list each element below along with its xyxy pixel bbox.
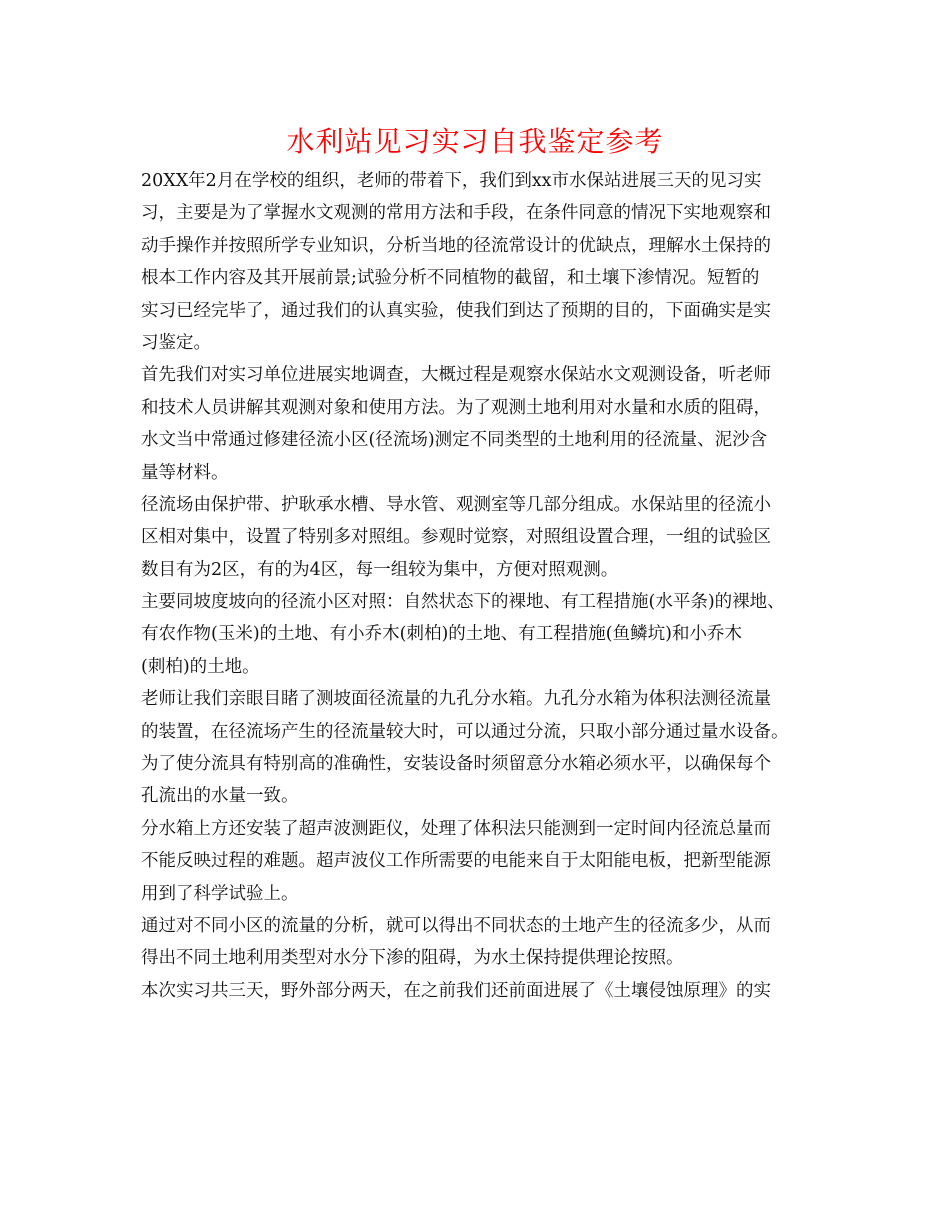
paragraph-1 [141,165,821,359]
text-line: 量等材料。 [141,462,229,483]
text-line: 和技术人员讲解其观测对象和使用方法。为了观测土地利用对水量和水质的阻碍， [141,397,771,418]
paragraph-3 [141,489,821,586]
text-line: 本次实习共三天，野外部分两天，在之前我们还前面进展了《土壤侵蚀原理》的实 [141,980,771,1001]
text-line: 根本工作内容及其开展前景;试验分析不同植物的截留，和土壤下渗情况。短暂的 [141,268,760,289]
text-line: 水文当中常通过修建径流小区(径流场)测定不同类型的土地利用的径流量、泥沙含 [141,430,768,451]
text-line: 得出不同土地利用类型对水分下渗的阻碍，为水土保持提供理论按照。 [141,948,684,969]
text-line: 主要同坡度坡向的径流小区对照：自然状态下的裸地、有工程措施(水平条)的裸地、 [141,592,785,613]
text-line: 孔流出的水量一致。 [141,786,299,807]
paragraph-5 [141,683,821,813]
document-body [141,165,821,1007]
paragraph-7 [141,910,821,975]
text-line: 径流场由保护带、护耿承水槽、导水管、观测室等几部分组成。水保站里的径流小 [141,494,771,515]
text-line: 20XX年2月在学校的组织，老师的带着下，我们到xx市水保站进展三天的见习实 [141,171,762,191]
paragraph-6 [141,813,821,910]
text-line: 动手操作并按照所学专业知识，分析当地的径流常设计的优缺点，理解水土保持的 [141,235,771,256]
text-line: 用到了科学试验上。 [141,883,299,904]
text-line: 习鉴定。 [141,332,211,353]
text-line: 的装置，在径流场产生的径流量较大时，可以通过分流，只取小部分通过量水设备。 [141,721,789,742]
text-line: (刺柏)的土地。 [141,656,260,677]
text-line: 老师让我们亲眼目睹了测坡面径流量的九孔分水箱。九孔分水箱为体积法测径流量 [141,689,771,710]
text-line: 数目有为2区，有的为4区，每一组较为集中，方便对照观测。 [141,559,619,580]
text-line: 区相对集中，设置了特别多对照组。参观时觉察，对照组设置合理，一组的试验区 [141,527,771,548]
text-line: 通过对不同小区的流量的分析，就可以得出不同状态的土地产生的径流多少，从而 [141,915,771,936]
text-line: 不能反映过程的难题。超声波仪工作所需要的电能来自于太阳能电板，把新型能源 [141,851,771,872]
paragraph-2 [141,359,821,489]
text-line: 分水箱上方还安装了超声波测距仪，处理了体积法只能测到一定时间内径流总量而 [141,818,771,839]
paragraph-4 [141,586,821,683]
document-title: 水利站见习实习自我鉴定参考 [286,125,664,158]
text-line: 为了使分流具有特别高的准确性，安装设备时须留意分水箱必须水平，以确保每个 [141,754,771,775]
text-line: 实习已经完毕了，通过我们的认真实验，使我们到达了预期的目的，下面确实是实 [141,300,771,321]
text-line: 有农作物(玉米)的土地、有小乔木(刺柏)的土地、有工程措施(鱼鳞坑)和小乔木 [141,624,742,645]
text-line: 首先我们对实习单位进展实地调查，大概过程是观察水保站水文观测设备，听老师 [141,365,771,386]
text-line: 习，主要是为了掌握水文观测的常用方法和手段，在条件同意的情况下实地观察和 [141,203,771,224]
paragraph-8 [141,975,821,1007]
